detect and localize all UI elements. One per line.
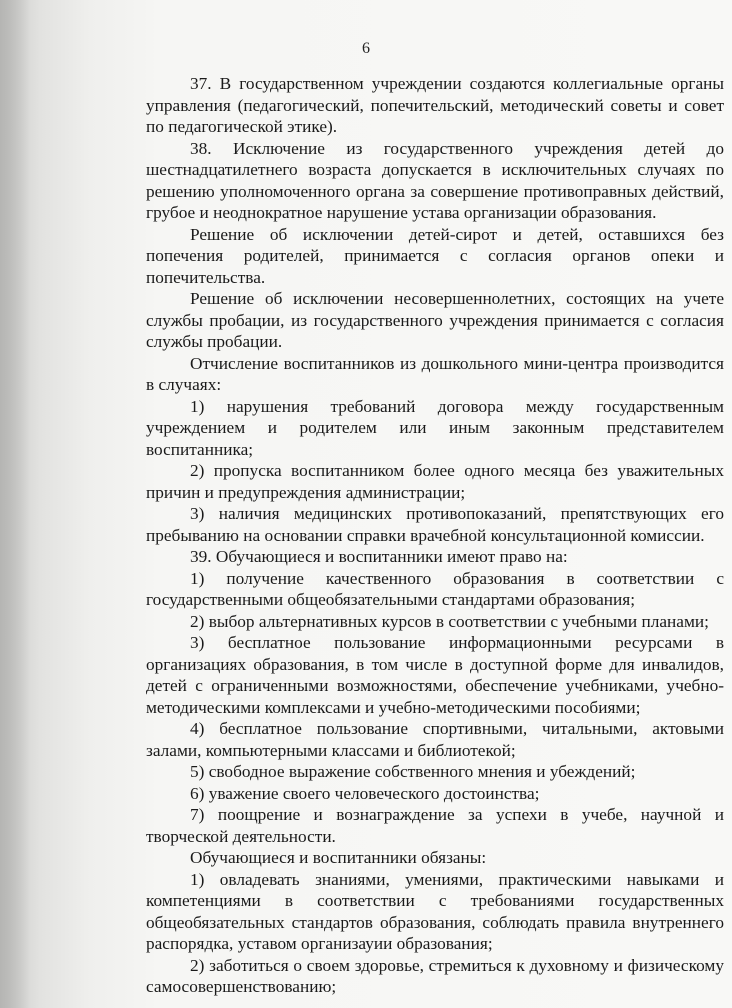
list-item: 4) бесплатное пользование спортивными, читальными, актовыми залами, компьютерными классами и библиотекой;: [146, 719, 724, 760]
paragraph-obligations: Обучающиеся и воспитанники обязаны:: [190, 848, 487, 867]
paragraph-38: 38. Исключение из государственного учреждения детей до шестнадцатилетнего возраста допускается в исключительных случаях по решению уполномоченного органа за совершение противоправных действий, грубое и неоднократное нарушение устава организации образования.: [146, 138, 724, 222]
list-item: 7) поощрение и вознаграждение за успехи в учебе, научной и творческой деятельности.: [146, 805, 724, 846]
list-item: 1) овладевать знаниями, умениями, практическими навыками и компетенциями в соответствии с требованиями государственных общеобязательных стандартов образования, соблюдать правила внутреннего распорядка, уставом организауии образования;: [146, 869, 724, 953]
paragraph-probation-exclusion: Решение об исключении несовершеннолетних, состоящих на учете службы пробации, из государственного учреждения принимается с согласия службы пробации.: [146, 289, 724, 351]
list-item: 6) уважение своего человеческого достоинства;: [190, 783, 540, 803]
document-body: [146, 73, 724, 998]
list-item: 3) наличия медицинских противопоказаний, препятствующих его пребыванию на основании справки врачебной консультационной комиссии.: [146, 504, 724, 545]
paragraph-orphans-exclusion: Решение об исключении детей-сирот и детей, оставшихся без попечения родителей, принимается с согласия органов опеки и попечительства.: [146, 224, 724, 287]
paragraph-37: 37. В государственном учреждении создаются коллегиальные органы управления (педагогический, попечительский, методический советы и совет по педагогической этике).: [146, 74, 724, 136]
paragraph-expulsion-cases: Отчисление воспитанников из дошкольного мини-центра производится в случаях:: [146, 353, 724, 394]
list-item: 3) бесплатное пользование информационными ресурсами в организациях образования, в том числе в доступной форме для инвалидов, детей с ограниченными возможностями, обеспечение учебниками, учебно-методическими комплексами и учебно-методическими пособиями;: [146, 633, 724, 717]
list-item: 2) заботиться о своем здоровье, стремиться к духовному и физическому самосовершенствованию;: [146, 955, 724, 996]
list-item: 1) нарушения требований договора между государственным учреждением и родителем или иным законным представителем воспитанника;: [146, 396, 724, 459]
list-item: 1) получение качественного образования в соответствии с государственными общеобязательными стандартами образования;: [146, 568, 724, 609]
scan-shadow: [0, 0, 30, 1008]
page-number: 6: [362, 40, 370, 57]
list-item: 2) пропуска воспитанником более одного месяца без уважительных причин и предупреждения администрации;: [146, 461, 724, 502]
list-item: 2) выбор альтернативных курсов в соответствии с учебными планами;: [190, 611, 709, 631]
list-item: 5) свободное выражение собственного мнения и убеждений;: [190, 762, 636, 781]
paragraph-39: 39. Обучающиеся и воспитанники имеют право на:: [190, 547, 568, 566]
